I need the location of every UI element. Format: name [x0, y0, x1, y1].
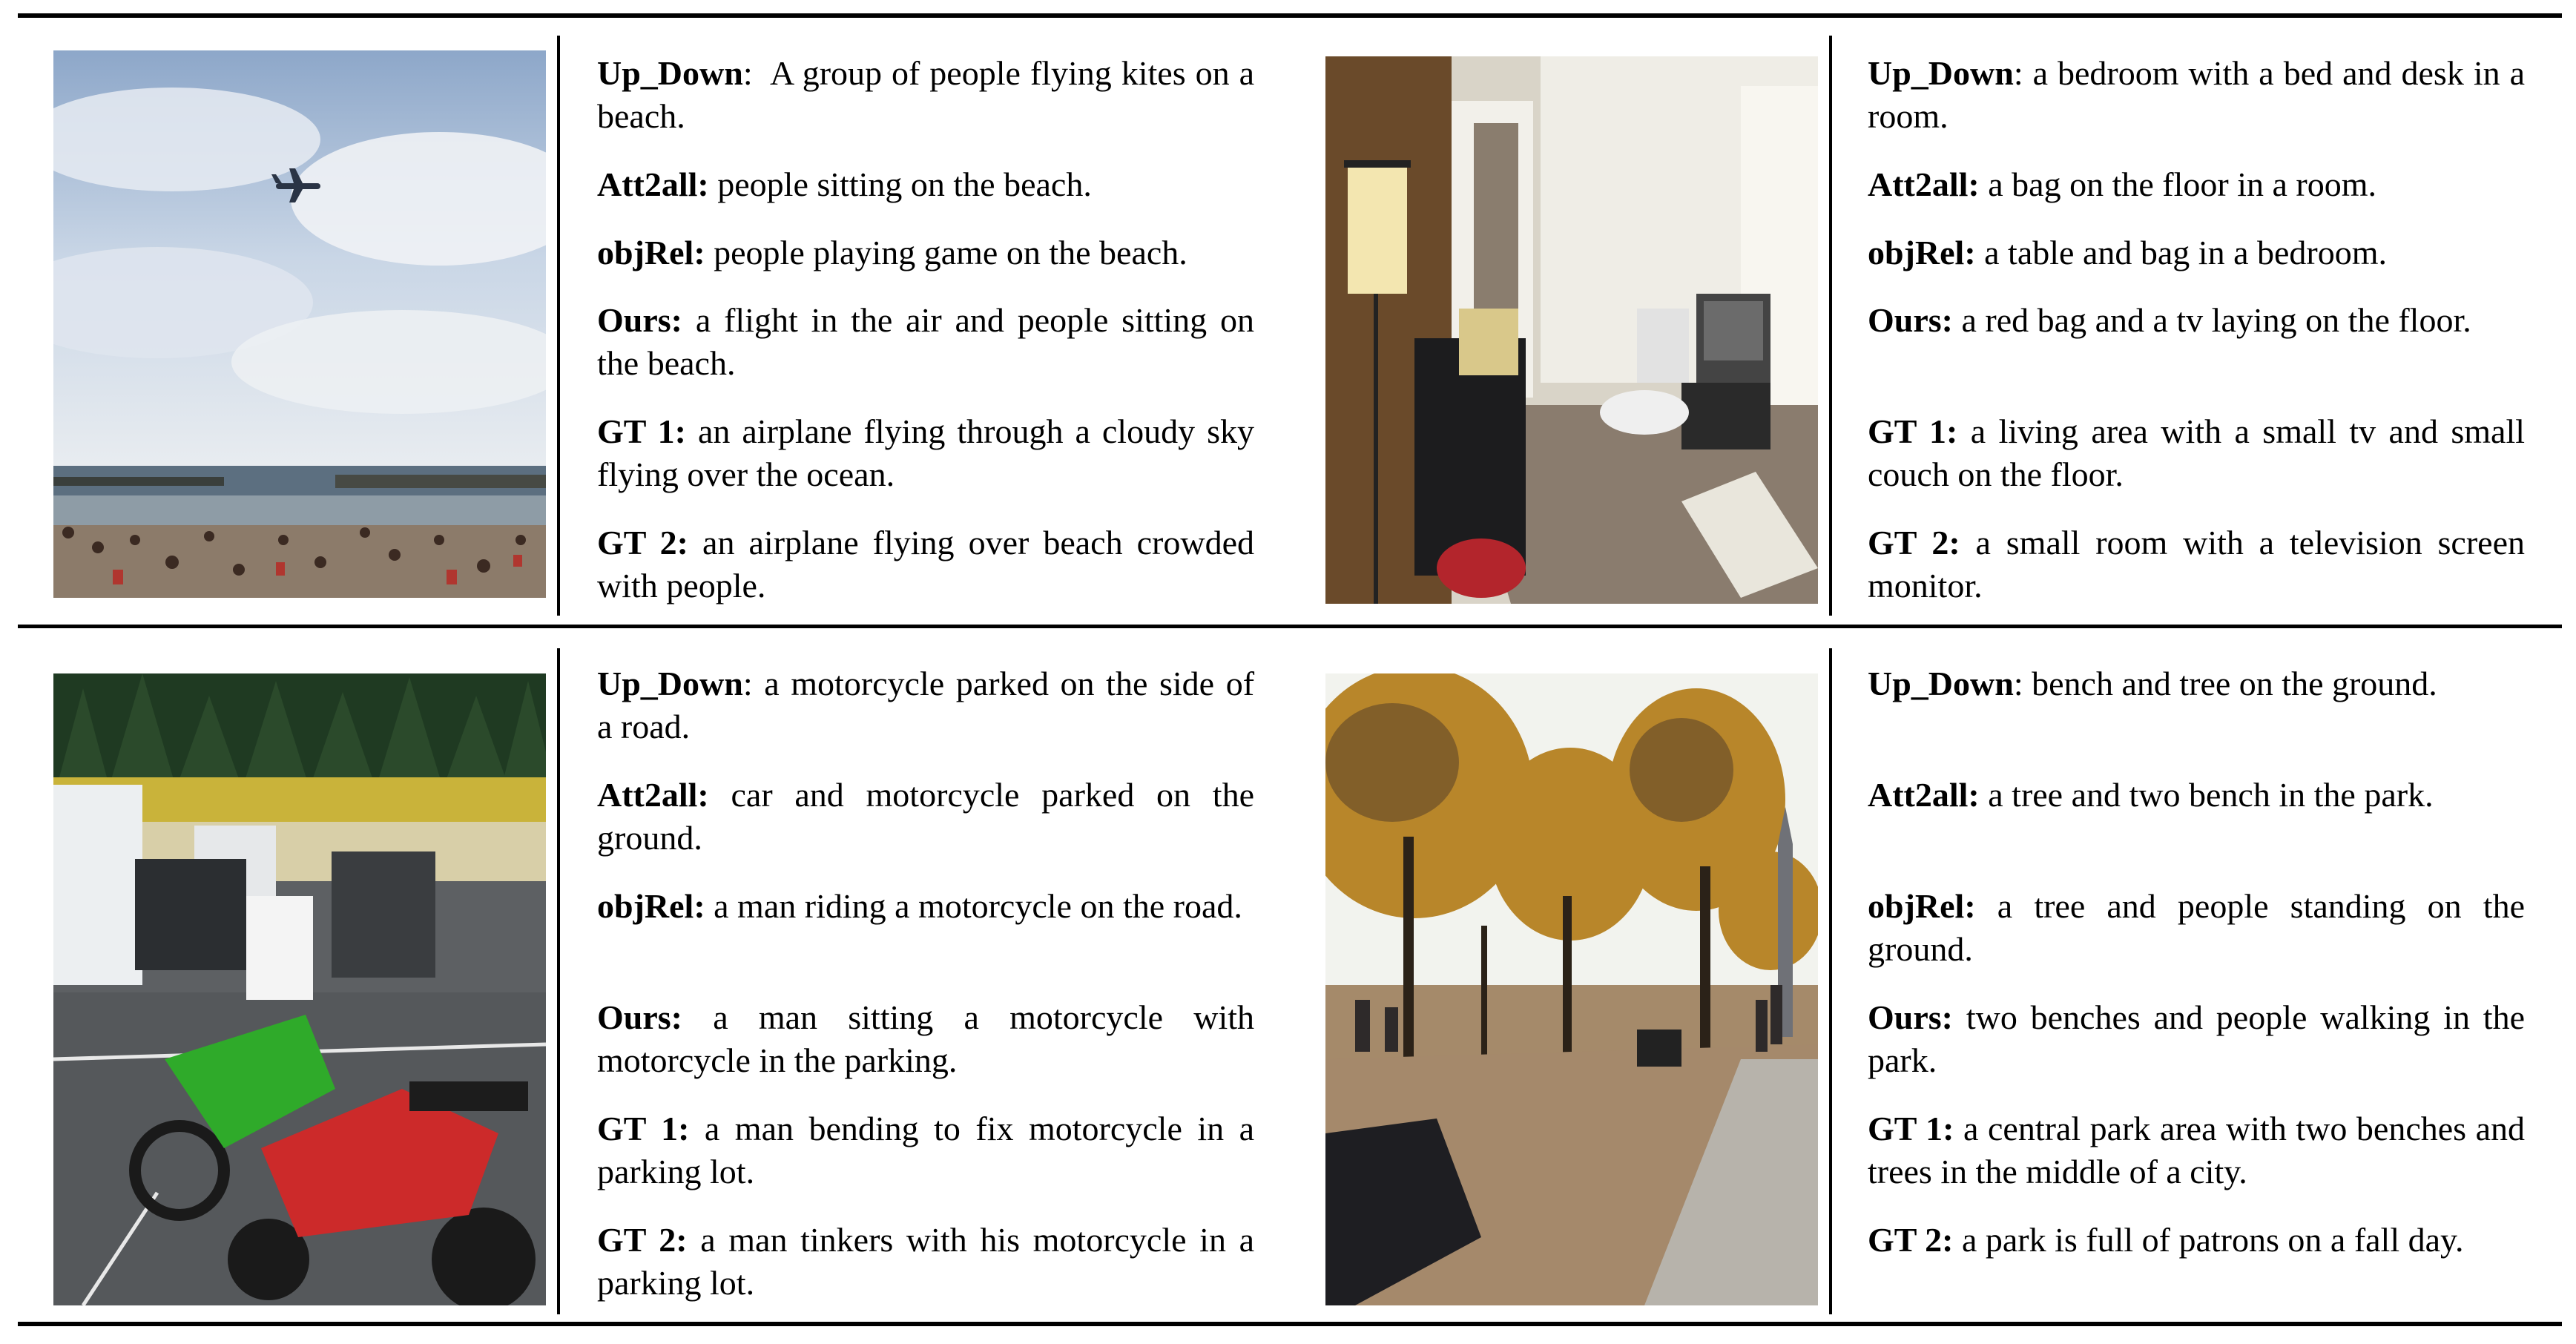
caption-gt1: GT 1: a man bending to fix motorcycle in a parking lot. [597, 1110, 1254, 1190]
separator-3 [557, 648, 560, 1314]
caption-ours: Ours: a flight in the air and people sitting on the beach. [597, 301, 1255, 382]
caption-ours: Ours: a man sitting a motorcycle with motorcycle in the parking. [597, 998, 1255, 1079]
middle-rule [18, 625, 2562, 628]
caption-att2all: Att2all: a tree and two bench in the park. [1868, 776, 2434, 814]
caption-att2all: Att2all: people sitting on the beach. [597, 165, 1092, 203]
separator-4 [1829, 648, 1832, 1314]
caption-gt2: GT 2: a man tinkers with his motorcycle in a parking lot. [597, 1221, 1254, 1302]
caption-up-down: Up_Down: A group of people flying kites on a beach. [597, 54, 1254, 135]
caption-objrel: objRel: a table and bag in a bedroom. [1868, 234, 2387, 271]
top-rule [18, 13, 2562, 18]
separator-1 [557, 36, 560, 616]
caption-gt1: GT 1: an airplane flying through a cloudy sky flying over the ocean. [597, 412, 1254, 493]
caption-gt2: GT 2: a park is full of patrons on a fall day. [1868, 1221, 2464, 1259]
caption-gt1: GT 1: a central park area with two benches and trees in the middle of a city. [1868, 1110, 2526, 1190]
motorcycle-parking-photo [53, 673, 546, 1305]
caption-objrel: objRel: a man riding a motorcycle on the road. [597, 887, 1242, 925]
caption-ours: Ours: two benches and people walking in the park. [1868, 998, 2526, 1079]
caption-gt2: GT 2: a small room with a television screen monitor. [1868, 524, 2526, 605]
caption-att2all: Att2all: car and motorcycle parked on the ground. [597, 776, 1254, 857]
autumn-park-bench-photo [1325, 673, 1818, 1305]
caption-gt2: GT 2: an airplane flying over beach crowded with people. [597, 524, 1255, 605]
caption-ours: Ours: a red bag and a tv laying on the floor. [1868, 301, 2471, 339]
caption-up-down: Up_Down: a bedroom with a bed and desk in a room. [1868, 54, 2526, 135]
caption-up-down: Up_Down: a motorcycle parked on the side of a road. [597, 665, 1255, 745]
caption-up-down: Up_Down: bench and tree on the ground. [1868, 665, 2437, 702]
beach-airplane-photo [53, 50, 546, 598]
bottom-rule [18, 1322, 2562, 1326]
separator-2 [1829, 36, 1832, 616]
caption-objrel: objRel: a tree and people standing on the ground. [1868, 887, 2526, 968]
caption-objrel: objRel: people playing game on the beach. [597, 234, 1187, 271]
caption-att2all: Att2all: a bag on the floor in a room. [1868, 165, 2376, 203]
caption-gt1: GT 1: a living area with a small tv and small couch on the floor. [1868, 412, 2526, 493]
living-room-tv-photo [1325, 56, 1818, 604]
